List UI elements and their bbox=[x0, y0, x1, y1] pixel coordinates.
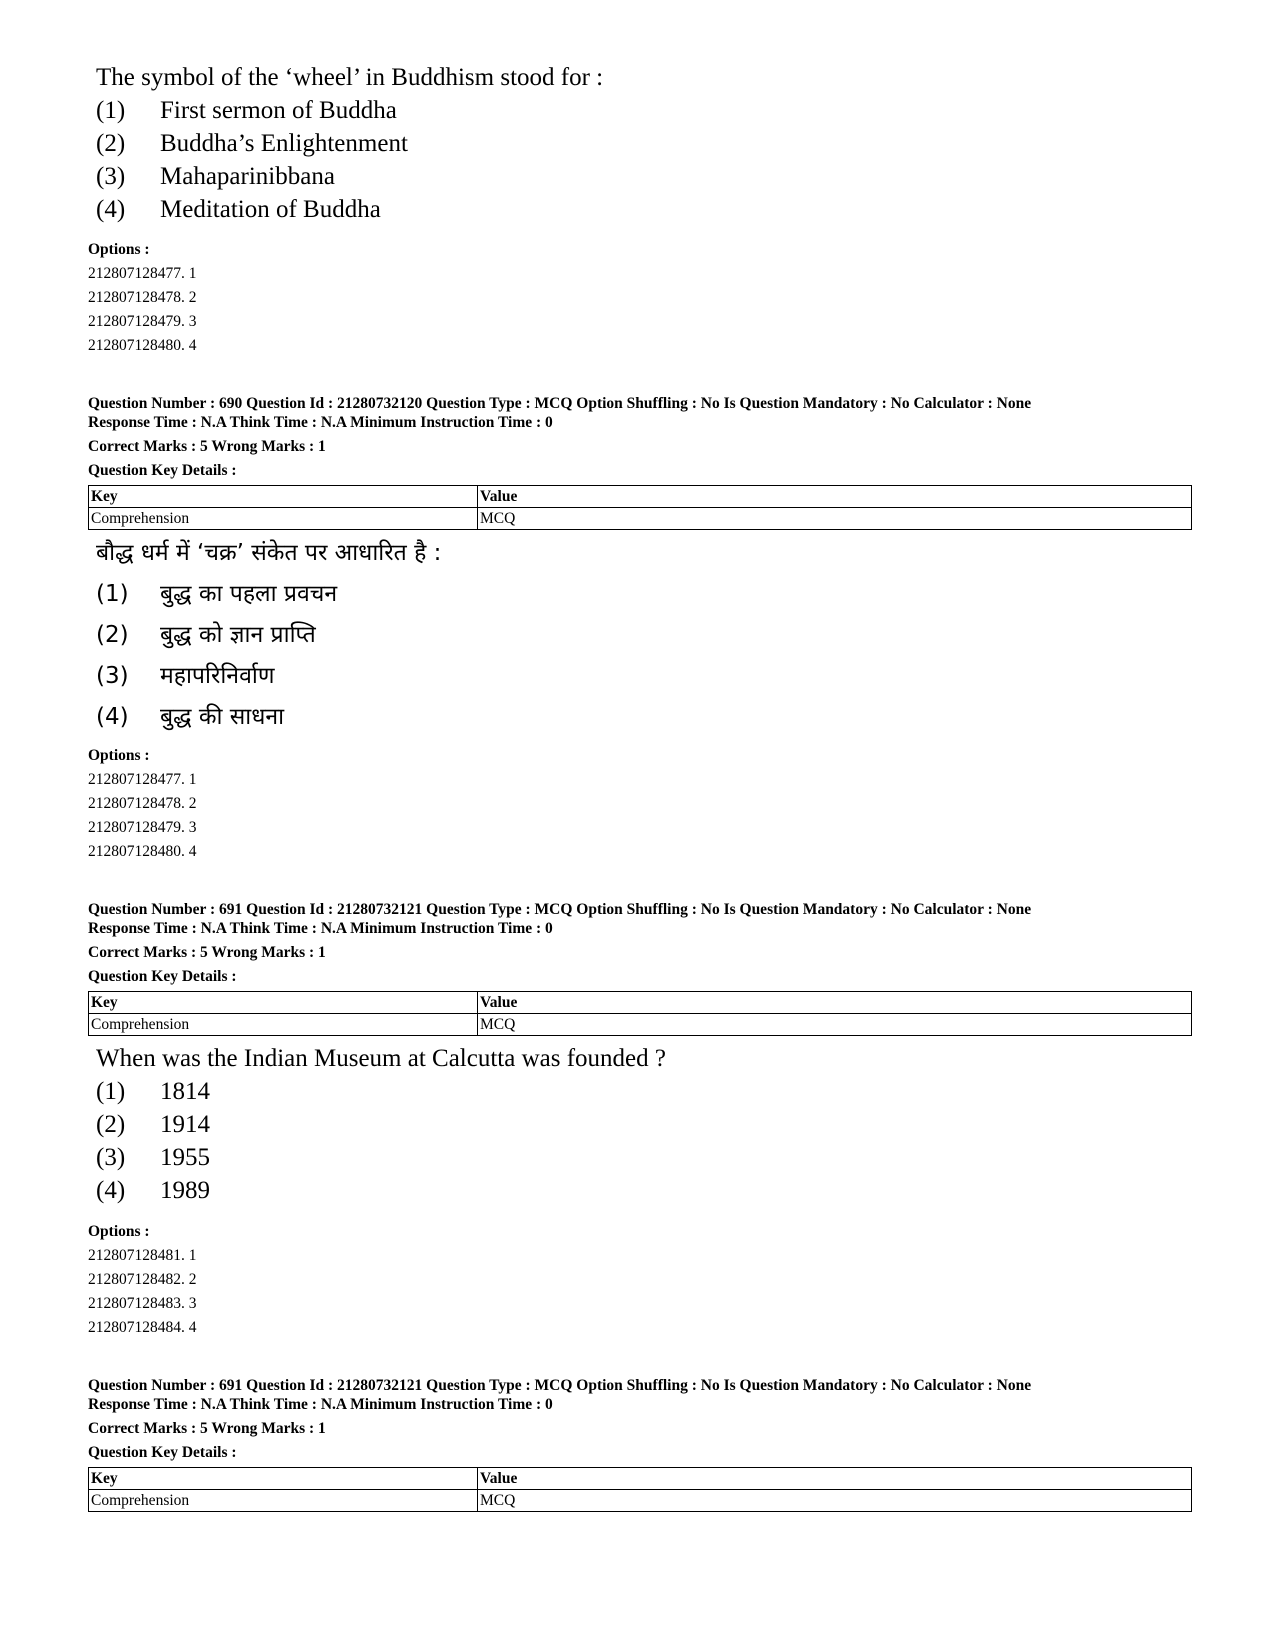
table-cell-value: MCQ bbox=[478, 508, 1192, 530]
key-details-table bbox=[88, 991, 1192, 1036]
option-id: 212807128477. 1 bbox=[88, 265, 197, 282]
question-meta-line: Question Number : 691 Question Id : 21280732121 Question Type : MCQ Option Shuffling : No Is Question Mandatory : No Calculator : None bbox=[88, 1377, 1032, 1394]
table-cell-value: MCQ bbox=[478, 1014, 1192, 1036]
key-details-heading: Question Key Details : bbox=[88, 1444, 237, 1461]
options-list bbox=[88, 1220, 197, 1340]
question-option: (3) Mahaparinibbana bbox=[96, 163, 335, 190]
table-header-value: Value bbox=[478, 992, 1192, 1014]
table-cell-key: Comprehension bbox=[89, 1490, 478, 1512]
option-id: 212807128484. 4 bbox=[88, 1319, 197, 1336]
question-option-list bbox=[96, 574, 1156, 738]
key-details-table bbox=[88, 485, 1192, 530]
table-cell-key: Comprehension bbox=[89, 1014, 478, 1036]
option-id: 212807128483. 3 bbox=[88, 1295, 197, 1312]
question-text-block-hindi bbox=[96, 536, 1156, 738]
question-option: (4) 1989 bbox=[96, 1177, 210, 1204]
table-header-key: Key bbox=[89, 1468, 478, 1490]
question-meta-line: Question Number : 691 Question Id : 21280732121 Question Type : MCQ Option Shuffling : No Is Question Mandatory : No Calculator : None bbox=[88, 901, 1032, 918]
question-option-list bbox=[96, 1075, 1156, 1207]
question-meta-line: Response Time : N.A Think Time : N.A Minimum Instruction Time : 0 bbox=[88, 1396, 553, 1413]
question-option: (2) 1914 bbox=[96, 1111, 210, 1138]
marks-line: Correct Marks : 5 Wrong Marks : 1 bbox=[88, 438, 326, 455]
question-meta bbox=[88, 900, 1192, 1036]
key-details-heading: Question Key Details : bbox=[88, 462, 237, 479]
question-option: (4) Meditation of Buddha bbox=[96, 196, 381, 223]
question-option: (3) 1955 bbox=[96, 1144, 210, 1171]
question-title: When was the Indian Museum at Calcutta was founded ? bbox=[96, 1045, 666, 1072]
question-option: (4) बुद्ध की साधना bbox=[96, 704, 285, 730]
table-header-key: Key bbox=[89, 486, 478, 508]
option-id: 212807128479. 3 bbox=[88, 313, 197, 330]
option-id: 212807128482. 2 bbox=[88, 1271, 197, 1288]
options-list bbox=[88, 238, 197, 358]
question-option: (2) बुद्ध को ज्ञान प्राप्ति bbox=[96, 622, 316, 648]
question-meta-line: Question Number : 690 Question Id : 21280732120 Question Type : MCQ Option Shuffling : No Is Question Mandatory : No Calculator : None bbox=[88, 395, 1032, 412]
option-id: 212807128478. 2 bbox=[88, 289, 197, 306]
options-heading: Options : bbox=[88, 1223, 150, 1240]
table-cell-key: Comprehension bbox=[89, 508, 478, 530]
question-option-list bbox=[96, 94, 1156, 226]
question-option: (3) महापरिनिर्वाण bbox=[96, 663, 275, 689]
question-title: बौद्ध धर्म में ‘चक्र’ संकेत पर आधारित है : bbox=[96, 540, 442, 566]
options-list bbox=[88, 744, 197, 864]
question-meta-line: Response Time : N.A Think Time : N.A Minimum Instruction Time : 0 bbox=[88, 920, 553, 937]
question-option: (1) बुद्ध का पहला प्रवचन bbox=[96, 581, 338, 607]
question-option: (2) Buddha’s Enlightenment bbox=[96, 130, 408, 157]
option-id: 212807128479. 3 bbox=[88, 819, 197, 836]
option-id: 212807128477. 1 bbox=[88, 771, 197, 788]
question-title: The symbol of the ‘wheel’ in Buddhism stood for : bbox=[96, 64, 604, 91]
marks-line: Correct Marks : 5 Wrong Marks : 1 bbox=[88, 1420, 326, 1437]
option-id: 212807128480. 4 bbox=[88, 843, 197, 860]
question-text-block bbox=[96, 1043, 1156, 1207]
option-id: 212807128478. 2 bbox=[88, 795, 197, 812]
question-meta bbox=[88, 1376, 1192, 1512]
options-heading: Options : bbox=[88, 747, 150, 764]
key-details-heading: Question Key Details : bbox=[88, 968, 237, 985]
option-id: 212807128481. 1 bbox=[88, 1247, 197, 1264]
question-text-block bbox=[96, 62, 1156, 226]
option-id: 212807128480. 4 bbox=[88, 337, 197, 354]
question-meta-line: Response Time : N.A Think Time : N.A Minimum Instruction Time : 0 bbox=[88, 414, 553, 431]
table-header-value: Value bbox=[478, 486, 1192, 508]
table-header-value: Value bbox=[478, 1468, 1192, 1490]
options-heading: Options : bbox=[88, 241, 150, 258]
table-cell-value: MCQ bbox=[478, 1490, 1192, 1512]
question-option: (1) First sermon of Buddha bbox=[96, 97, 397, 124]
key-details-table bbox=[88, 1467, 1192, 1512]
table-header-key: Key bbox=[89, 992, 478, 1014]
question-option: (1) 1814 bbox=[96, 1078, 210, 1105]
marks-line: Correct Marks : 5 Wrong Marks : 1 bbox=[88, 944, 326, 961]
question-meta bbox=[88, 394, 1192, 530]
